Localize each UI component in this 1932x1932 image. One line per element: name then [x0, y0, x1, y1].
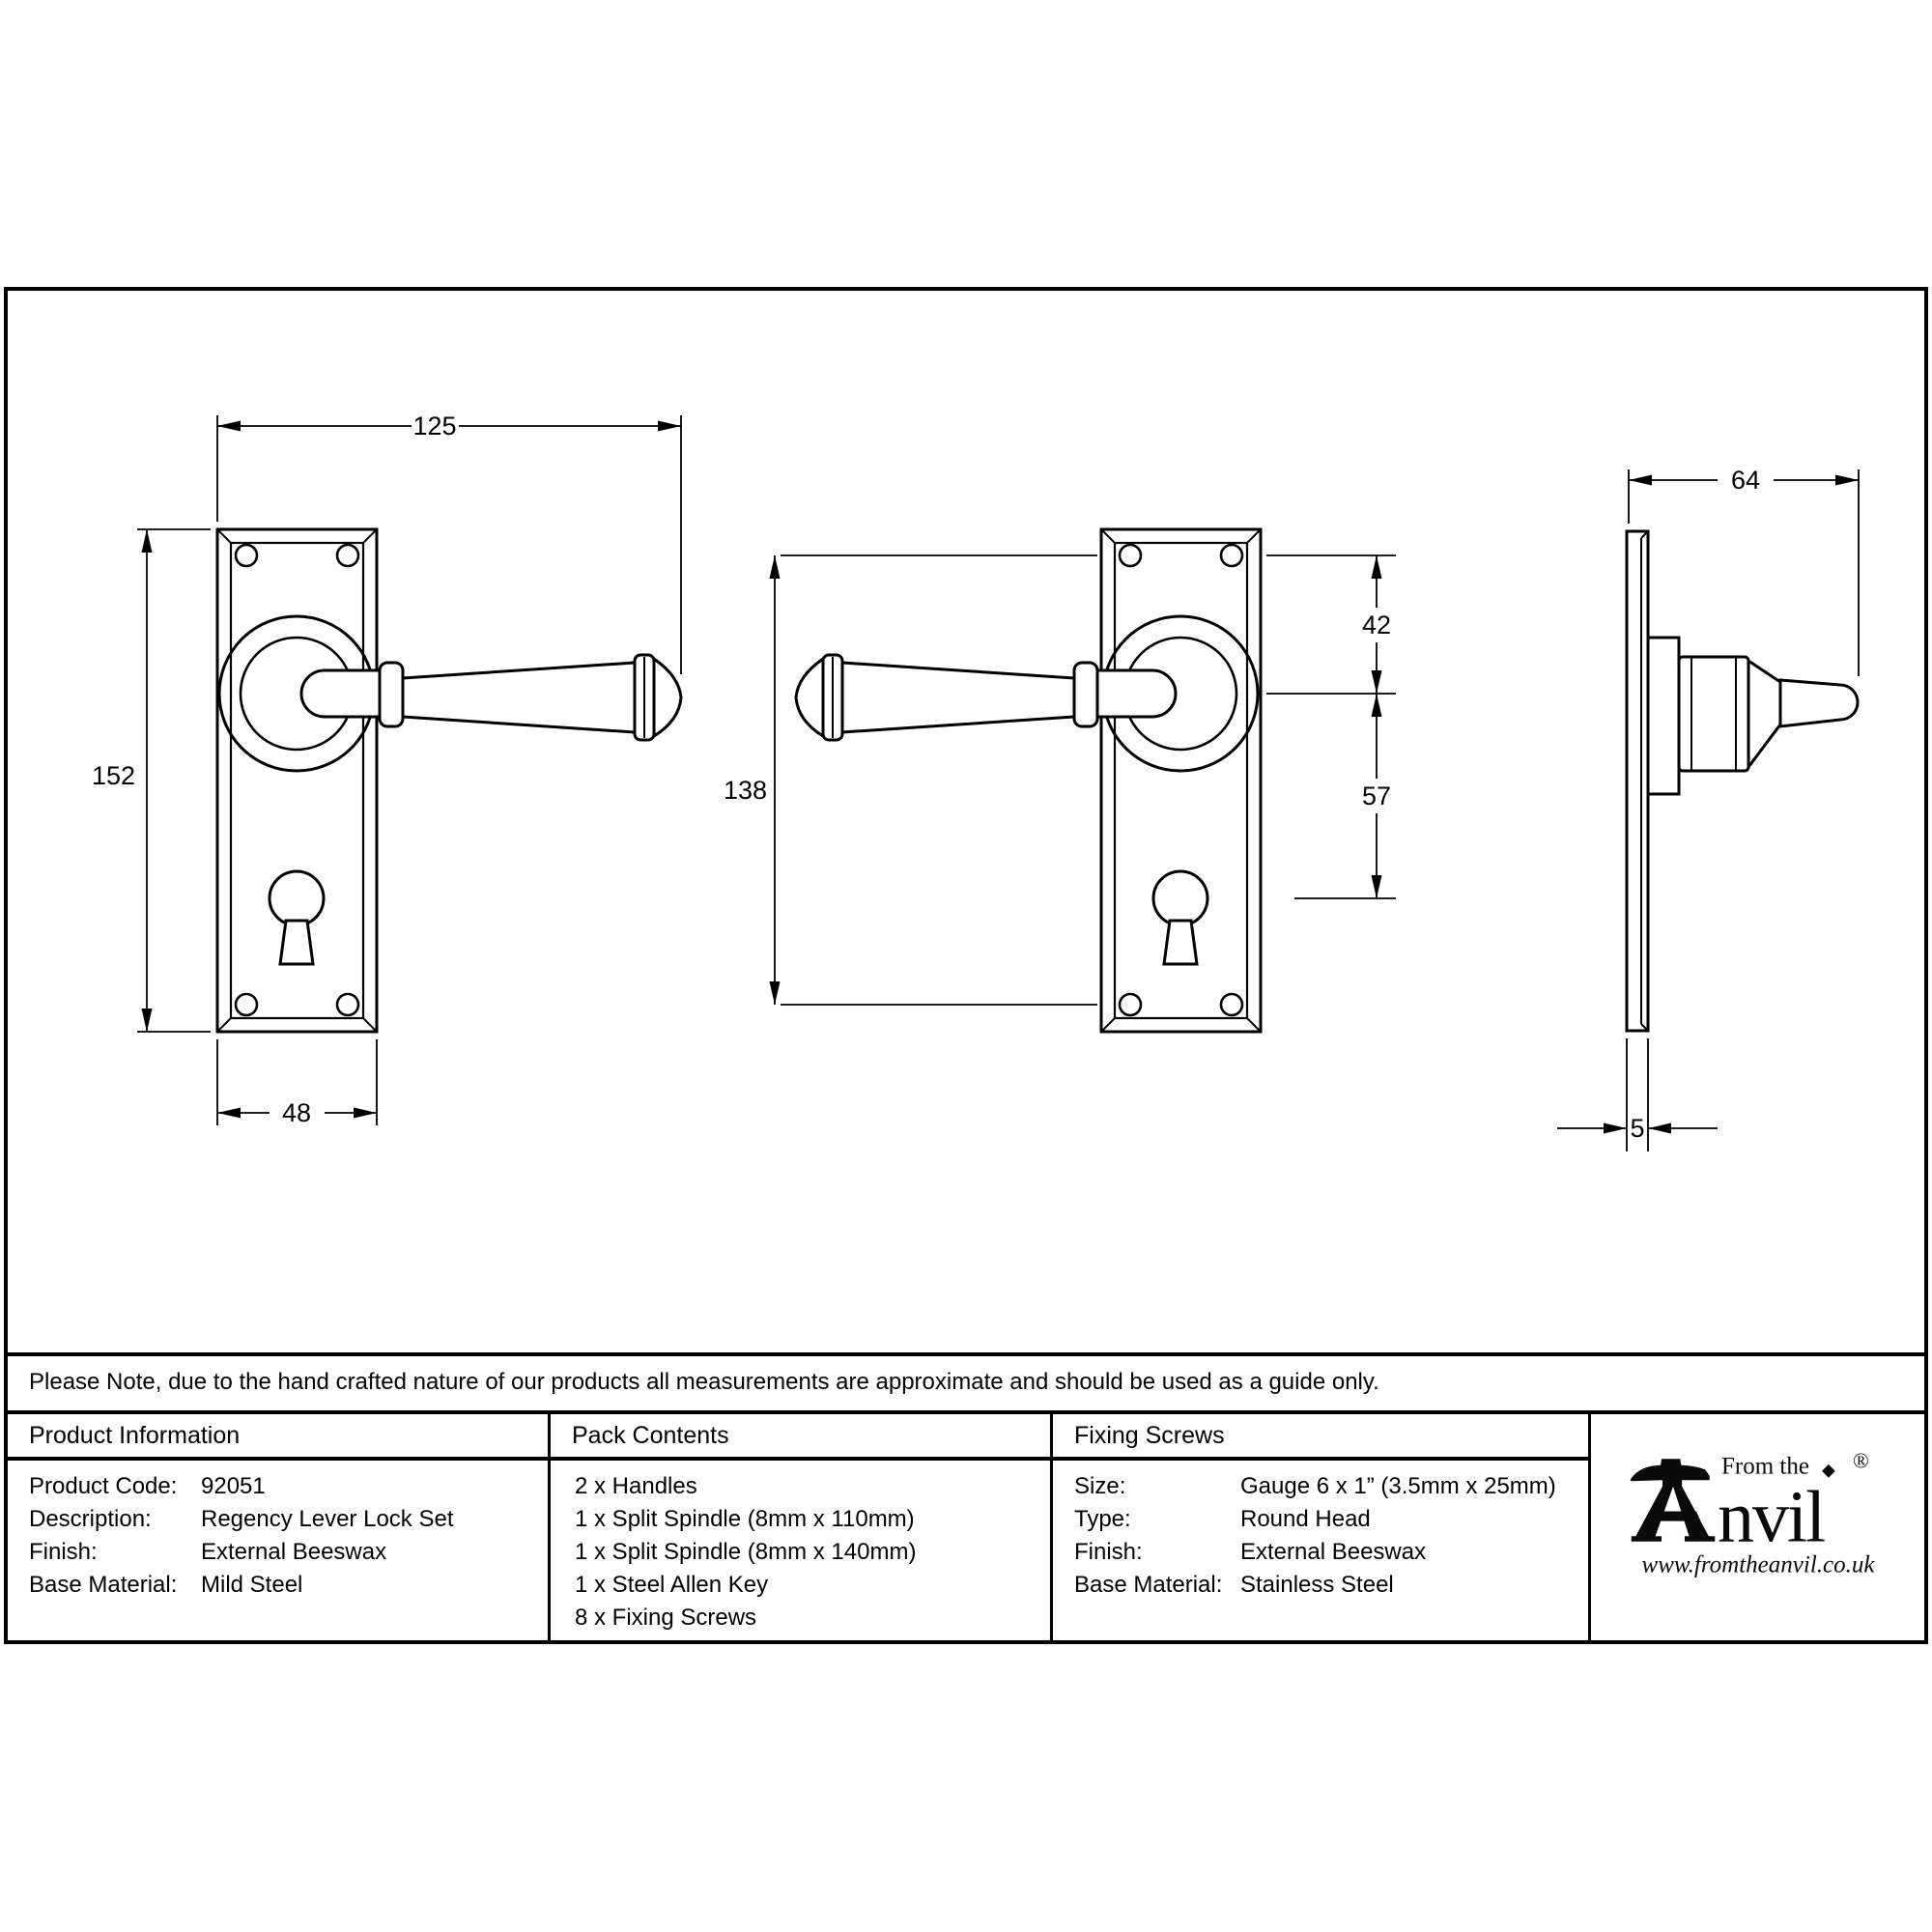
table-row: [1074, 1536, 1588, 1569]
dim-label-42: 42: [1361, 611, 1392, 639]
dim-label-5: 5: [1630, 1114, 1645, 1143]
screw-hole-icon: [236, 545, 257, 566]
dim-label-57: 57: [1361, 781, 1392, 810]
product-info-cell: [8, 1461, 551, 1640]
screw-hole-icon: [1120, 545, 1141, 566]
row-label: Finish:: [1074, 1539, 1143, 1565]
from-the-anvil-logo: [1623, 1446, 1893, 1596]
dim-label-125: 125: [412, 412, 457, 440]
front-view-lever-left: [724, 529, 1396, 1032]
dim-fixing-centres: [770, 555, 1098, 1005]
table-row: [1074, 1470, 1588, 1503]
technical-drawing-area: [8, 291, 1924, 1352]
pack-contents-header: Pack Contents: [551, 1414, 1053, 1461]
table-row: [1074, 1503, 1588, 1536]
drawing-frame: [4, 287, 1928, 1644]
table-row: [1074, 1569, 1588, 1602]
list-item: 1 x Split Spindle (8mm x 140mm): [575, 1539, 917, 1565]
row-label: Description:: [29, 1506, 152, 1532]
screw-hole-icon: [337, 994, 358, 1015]
list-item: 1 x Steel Allen Key: [575, 1572, 769, 1598]
row-value: External Beeswax: [1240, 1539, 1427, 1565]
registered-mark: ®: [1852, 1448, 1869, 1473]
anvil-a-icon: [1630, 1459, 1714, 1542]
row-value: Gauge 6 x 1” (3.5mm x 25mm): [1240, 1473, 1556, 1499]
row-value: Regency Lever Lock Set: [201, 1506, 454, 1532]
dim-label-138: 138: [723, 776, 767, 805]
diamond-icon: ◆: [1821, 1460, 1835, 1480]
row-label: Type:: [1074, 1506, 1131, 1532]
row-label: Finish:: [29, 1539, 98, 1565]
row-value: Mild Steel: [201, 1572, 303, 1598]
website-text: www.fromtheanvil.co.uk: [1641, 1551, 1874, 1578]
dim-label-48: 48: [281, 1098, 312, 1127]
row-value: Round Head: [1240, 1506, 1371, 1532]
lever-lock-drawing: [8, 291, 1924, 1352]
anvil-logo-graphic: [1623, 1446, 1893, 1591]
lever-side: [1648, 638, 1858, 794]
screw-hole-icon: [1221, 994, 1242, 1015]
table-row: [29, 1503, 548, 1536]
fixing-screws-header: Fixing Screws: [1053, 1414, 1591, 1461]
table-row: [29, 1569, 548, 1602]
row-label: Size:: [1074, 1473, 1126, 1499]
pack-contents-cell: [551, 1461, 1053, 1640]
dim-overall-width: [217, 415, 681, 674]
brand-tagline-text: From the: [1720, 1453, 1809, 1480]
screw-hole-icon: [1221, 545, 1242, 566]
row-label: Base Material:: [29, 1572, 178, 1598]
lever-handle: [301, 655, 681, 740]
keyhole-icon: [270, 871, 324, 964]
dim-top-to-spindle: [1266, 555, 1396, 898]
measurement-disclaimer-note: Please Note, due to the hand crafted nature of our products all measurements are approximate and should be used as a guide only.: [8, 1352, 1924, 1410]
brand-name-text: nvil: [1717, 1476, 1824, 1558]
screw-hole-icon: [236, 994, 257, 1015]
backplate-edge: [1627, 531, 1648, 1031]
row-value: Stainless Steel: [1240, 1572, 1394, 1598]
list-item: 1 x Split Spindle (8mm x 110mm): [575, 1506, 915, 1532]
lever-handle: [796, 655, 1176, 740]
side-profile-view: [1557, 466, 1859, 1151]
keyhole-icon: [1153, 871, 1208, 964]
screw-hole-icon: [337, 545, 358, 566]
screw-hole-icon: [1120, 994, 1141, 1015]
fixing-screws-cell: [1053, 1461, 1591, 1640]
product-spec-table: [8, 1410, 1924, 1640]
product-info-header: Product Information: [8, 1414, 551, 1461]
row-value: 92051: [201, 1473, 266, 1499]
table-row: [29, 1536, 548, 1569]
dim-plate-height: [137, 529, 211, 1032]
dim-label-64: 64: [1730, 466, 1761, 495]
list-item: 2 x Handles: [575, 1473, 697, 1499]
row-label: Base Material:: [1074, 1572, 1223, 1598]
row-label: Product Code:: [29, 1473, 178, 1499]
front-view-lever-right: [92, 412, 681, 1127]
row-value: External Beeswax: [201, 1539, 387, 1565]
dim-label-152: 152: [91, 761, 135, 790]
table-row: [29, 1470, 548, 1503]
list-item: 8 x Fixing Screws: [575, 1605, 757, 1631]
brand-logo-cell: [1591, 1414, 1924, 1640]
